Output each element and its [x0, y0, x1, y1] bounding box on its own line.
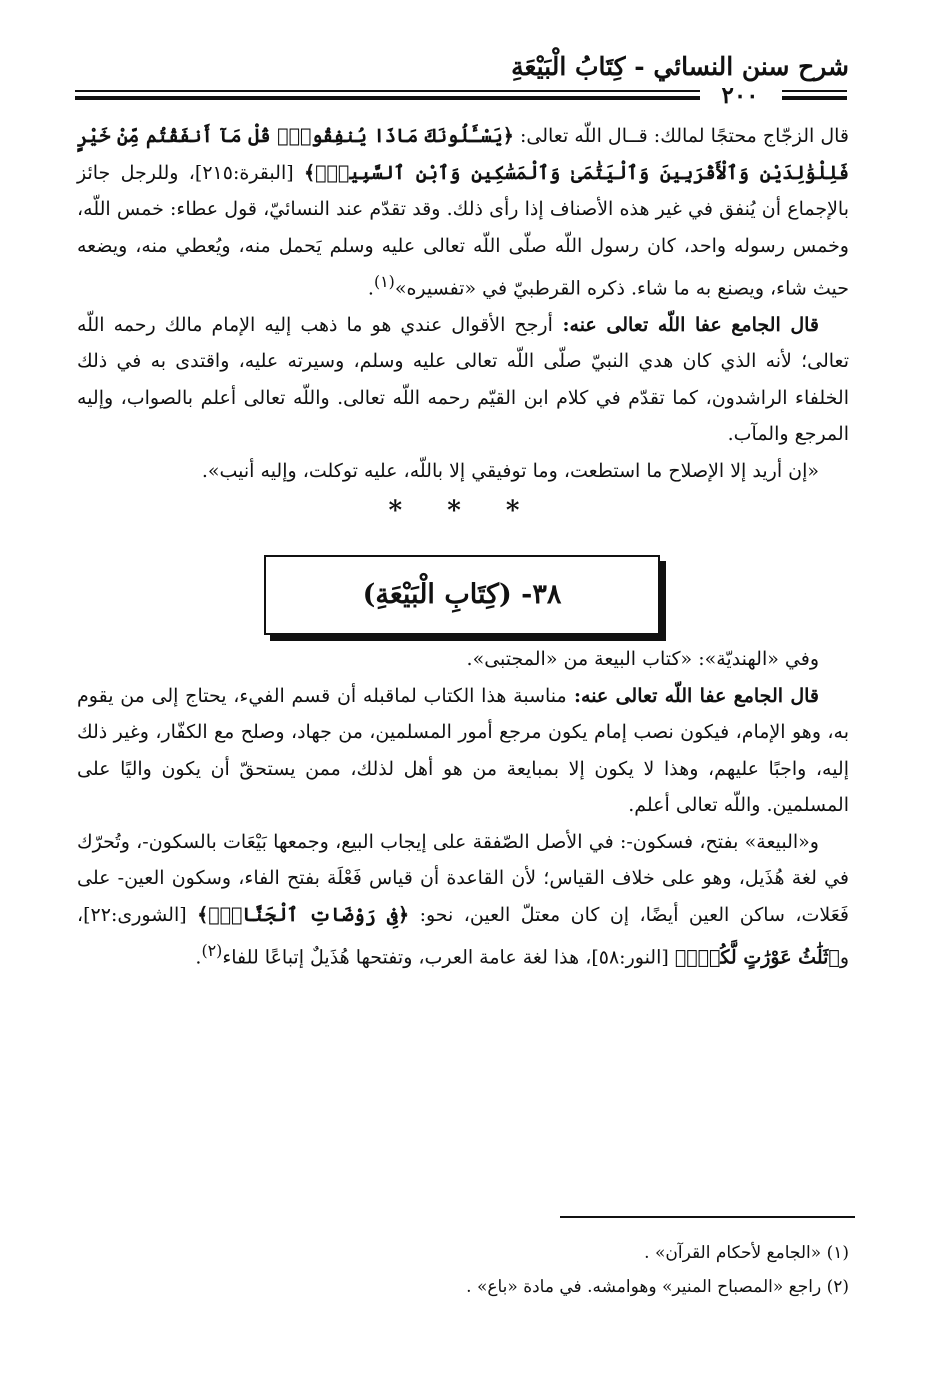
main-text [77, 118, 849, 976]
chapter-heading-frame [264, 555, 662, 641]
paragraph-bayah-definition [77, 824, 849, 976]
quran-verse: ﴿ثَلَٰثُ عَوْرَٰتٍ لَّكُمْۚ﴾ [674, 946, 840, 969]
paragraph-jami-relevance [77, 678, 849, 824]
paragraph-text: أرجح الأقوال عندي هو ما ذهب إليه الإمام مالك رحمه اللّه تعالى؛ لأنه الذي كان هدي النبيّ صلّى اللّه تعالى عليه وسلم، وسيرته عليه، واقتدى به في ذلك الخلفاء الراشدون، كما تقدّم في كلام ابن القيّم رحمه اللّه تعالى. واللّه تعالى أعلم بالصواب، وإليه المرجع والمآب. [77, 313, 849, 446]
verse-reference: [الشورى:٢٢]، و [77, 903, 849, 969]
running-title: شرح سنن النسائي - كِتَابُ الْبَيْعَةِ [511, 52, 849, 81]
paragraph-hindiyya: وفي «الهنديّة»: «كتاب البيعة من «المجتبى». [466, 648, 819, 671]
footnote-ref: (١) [373, 272, 395, 291]
paragraph-jami-opinion [77, 307, 849, 453]
page-number: ٢٠٠ [700, 82, 780, 110]
quran-verse: ﴿يَسْـَٔلُونَكَ مَاذَا يُنفِقُونَۖ قُلْ مَآ أَنفَقْتُم مِّنْ خَيْرٍ فَلِلْوَٰلِدَيْنِ وَٱلْأَقْرَبِينَ وَٱلْيَتَٰمَىٰ وَٱلْمَسَٰكِينِ وَٱبْنِ ٱلسَّبِيلِۗ﴾ [77, 125, 849, 184]
footnote-ref: (٢) [201, 941, 223, 961]
paragraph-intro: قال الزجّاج محتجًا لمالك: قــال اللّه تعالى: [513, 125, 849, 147]
paragraph-text: [النور:٥٨]، هذا لغة عامة العرب، وتفتحها هُذَيلٌ إتباعًا للفاء [222, 946, 675, 969]
paragraph-text: مناسبة هذا الكتاب لماقبله أن قسم الفيء، يحتاج إلى من يقوم به، وهو الإمام، فيكون نصب إمام يكون مرجع أمور المسلمين، من جهاد، وصلح مع الكفّار، وغير ذلك إليه، واجبًا عليهم، وهذا لا يكون إلا بمبايعة من هو أهل لذلك، ممن يستحقّ أن يكون واليًا على المسلمين. واللّه تعالى أعلم. [77, 684, 849, 817]
paragraph-text: و«البيعة» بفتح، فسكون-: في الأصل الصّفقة على إيجاب البيع، وجمعها بَيْعَات بالسكون-، وتُحرّك في لغة هُذَيل، وهو على خلاف القياس؛ لأن القاعدة أن قياس فَعْلَة بفتح الفاء، وسكون العين- على فَعَلات، ساكن العين أيضًا، إن كان معتلّ العين، نحو: [77, 830, 849, 926]
paragraph-lead: قال الجامع عفا اللّه تعالى عنه: [566, 684, 819, 707]
chapter-title: ٣٨- (كِتَابِ الْبَيْعَةِ) [264, 555, 660, 635]
quran-verse: ﴿فِى رَوْضَاتِ ٱلْجَنَّاتِۖ﴾ [197, 903, 410, 926]
footnote-divider [560, 1216, 855, 1218]
section-separator-stars: * * * [388, 496, 538, 527]
paragraph-end: . [195, 946, 202, 969]
paragraph-zajjaj [77, 118, 849, 307]
footnote-2: (٢) راجع «المصباح المنير» وهوامشه. في مادة «باع» . [466, 1277, 849, 1297]
paragraph-closing-verse: «إن أريد إلا الإصلاح ما استطعت، وما توفيقي إلا باللّه، عليه توكلت، وإليه أنيب». [201, 459, 819, 482]
paragraph-text: [البقرة:٢١٥]، وللرجل جائز بالإجماع أن يُنفق في غير هذه الأصناف إذا رأى ذلك. وقد تقدّم عند النسائيّ، قول عطاء: خمس اللّه، وخمس رسوله واحد، كان رسول اللّه صلّى اللّه تعالى عليه وسلم يَحمل منه، ويُعطي منه، ويضعه حيث شاء، ويصنع به ما شاء. ذكره القرطبيّ في «تفسيره» [77, 161, 849, 300]
paragraph-end: . [367, 277, 374, 300]
paragraph-lead: قال الجامع عفا اللّه تعالى عنه: [552, 313, 819, 336]
footnotes [77, 1236, 849, 1304]
footnote-1: (١) «الجامع لأحكام القرآن» . [644, 1243, 849, 1263]
